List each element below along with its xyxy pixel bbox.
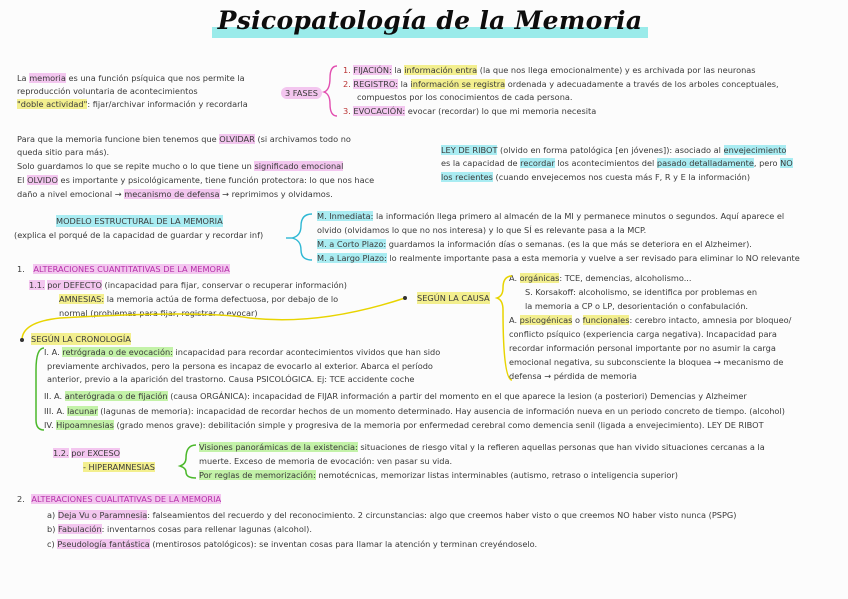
key: funcionales [582, 315, 630, 325]
modelo-item-mi-cont: olvido (olvidamos lo que no nos interesa) y lo que SÍ es relevante pasa a la MCP. [317, 225, 647, 235]
connector-dot [20, 338, 24, 342]
fases-brace [324, 66, 337, 116]
text: : inventarnos cosas para rellenar lagunas (alcohol). [101, 524, 312, 534]
text: II. A. [44, 391, 65, 401]
olvidar-line-2: queda sitio para más). [17, 147, 110, 157]
highlight: recordar [520, 158, 555, 168]
text: nemotécnicas, memorizar listas interminables (autismo, retraso o inteligencia superior) [315, 470, 678, 480]
highlight-doble-actividad: "doble actividad" [17, 99, 88, 109]
text: lo realmente importante pasa a esta memoria y vuelve a ser revisado para eliminar lo NO relevante [386, 253, 800, 263]
highlight: NO [780, 158, 793, 168]
key: Hipoamnesias [56, 420, 114, 430]
key: M. a Largo Plazo: [317, 253, 387, 263]
intro-line-2: reproducción voluntaria de acontecimientos [17, 86, 198, 96]
key: retrógrada o de evocación: [62, 347, 173, 357]
text: (la que nos llega emocionalmente) y es archivada por las neuronas [477, 65, 756, 75]
text: ordenada y adecuadamente a través de los arboles conceptuales, [505, 79, 779, 89]
text: : cerebro intacto, amnesia por bloqueo/ [629, 315, 792, 325]
crono-label: SEGÚN LA CRONOLOGÍA [31, 334, 131, 344]
modelo-brace [292, 214, 312, 260]
highlight-ley-ribot: LEY DE RIBOT [441, 145, 498, 155]
key: orgánicas [519, 273, 560, 283]
text: b) [47, 524, 58, 534]
text: A. [509, 315, 520, 325]
key: Por reglas de memorización: [199, 470, 316, 480]
text: evocar (recordar) lo que mi memoria necesita [405, 106, 597, 116]
highlight-olvido: OLVIDO [27, 175, 58, 185]
text: (olvido en forma patológica [en jóvenes]): asociado al [497, 145, 724, 155]
section-num: 2. [17, 494, 25, 504]
highlight: información se registra [410, 79, 506, 89]
crono-brace [36, 348, 44, 430]
causa-label: SEGÚN LA CAUSA [417, 293, 490, 303]
text: la [391, 65, 405, 75]
highlight-memoria: memoria [29, 73, 66, 83]
highlight-olvidar: OLVIDAR [219, 134, 255, 144]
text: : TCE, demencias, alcoholismo... [559, 273, 692, 283]
text: c) [47, 539, 58, 549]
section-title: ALTERACIONES CUALITATIVAS DE LA MEMORIA [31, 494, 222, 504]
amnesias-connector [22, 298, 405, 340]
text: o [572, 315, 583, 325]
key: Visiones panorámicas de la existencia: [199, 442, 358, 452]
highlight-envejecimiento: envejecimiento [723, 145, 787, 155]
highlight-significado: significado emocional [254, 161, 344, 171]
text: : falseamientos del recuerdo y del reconocimiento. 2 circunstancias: algo que creemos haber visto o que creemos NO haber visto nunca (PSPG) [147, 510, 737, 520]
section-title: ALTERACIONES CUANTITATIVAS DE LA MEMORIA [33, 264, 230, 274]
text: (causa ORGÁNICA): incapacidad de FIJAR información a partir del momento en el que aparece la lesion (a posteriori) Demencias y Alzheimer [167, 391, 747, 401]
fase-num: 2. [343, 79, 351, 89]
key: lacunar [67, 406, 98, 416]
key: Deja Vu o Paramnesia [57, 510, 148, 520]
key: psicogénicas [519, 315, 573, 325]
causa-cont-2: recordar información personal importante por no asumir la carga [509, 343, 776, 353]
text: Solo guardamos lo que se repite mucho o lo que tiene un [17, 161, 255, 171]
text: situaciones de riesgo vital y la refieren aquellas personas que han vivido situaciones cercanas a la [357, 442, 765, 452]
text: → reprimimos y olvidamos. [219, 189, 333, 199]
text: (incapacidad para fijar, conservar o recuperar información) [101, 280, 347, 290]
page-title: Psicopatología de la Memoria [217, 6, 643, 35]
text: guardamos la información días o semanas. (es la que más se deteriora en el Alzheimer). [386, 239, 752, 249]
text: los acontecimientos del [554, 158, 657, 168]
connector-dot [403, 296, 407, 300]
amnesias-line-2: normal (problemas para fijar, registrar o evocar) [59, 308, 258, 318]
fases-label: 3 FASES [281, 87, 322, 99]
text: La [17, 73, 30, 83]
text: es importante y psicológicamente, tiene función protectora: lo que nos hace [57, 175, 375, 185]
text: es la capacidad de [441, 158, 521, 168]
text: (cuando envejecemos nos cuesta más F, R y E la información) [492, 172, 751, 182]
text: incapacidad para recordar acontecimientos vividos que han sido [172, 347, 441, 357]
title: por DEFECTO [47, 280, 102, 290]
text: daño a nivel emocional → [17, 189, 125, 199]
modelo-label: MODELO ESTRUCTURAL DE LA MEMORIA [56, 216, 223, 226]
key: anterógrada o de fijación [64, 391, 168, 401]
causa-korsakoff-cont: la memoria a CP o LP, desorientación o confabulación. [525, 301, 748, 311]
text: (mentirosos patológicos): se inventan cosas para llamar la atención y terminan creyéndoselo. [149, 539, 538, 549]
text: a) [47, 510, 58, 520]
key: M. a Corto Plazo: [317, 239, 387, 249]
key: Fabulación [58, 524, 102, 534]
highlight: pasado detalladamente [656, 158, 754, 168]
key: M. Inmediata: [317, 211, 374, 221]
text: (grado menos grave): debilitación simple y progresiva de la memoria por enfermedad cerebral como demencia senil (ligada a envejecimiento). LEY DE RIBOT [113, 420, 764, 430]
title: por EXCESO [71, 448, 121, 458]
crono-i-cont-2: anterior, previo a la aparición del trastorno. Causa PSICOLÓGICA. Ej: TCE accidente coche [47, 374, 415, 384]
text: Para que la memoria funcione bien tenemos que [17, 134, 220, 144]
fase-name: EVOCACIÓN: [353, 106, 406, 116]
text: El [17, 175, 28, 185]
text: IV. [44, 420, 57, 430]
causa-cont-3: emocional negativa, su subconsciente la bloquea → mecanismo de [509, 357, 784, 367]
text: I. A. [44, 347, 63, 357]
text: la información llega primero al almacén de la MI y permanece minutos o segundos. Aquí aparece el [373, 211, 785, 221]
text: es una función psíquica que nos permite la [65, 73, 245, 83]
causa-cont-4: defensa → pérdida de memoria [509, 371, 637, 381]
text: A. [509, 273, 520, 283]
num: 1.2. [53, 448, 69, 458]
modelo-sub: (explica el porqué de la capacidad de guardar y recordar inf) [14, 230, 264, 240]
text: (si archivamos todo no [254, 134, 351, 144]
text: , pero [753, 158, 781, 168]
causa-brace [497, 276, 512, 380]
text: - HIPERAMNESIAS [83, 462, 155, 472]
key: AMNESIAS: [59, 294, 105, 304]
fase-num: 3. [343, 106, 351, 116]
text: : fijar/archivar información y recordarla [87, 99, 248, 109]
causa-korsakoff: S. Korsakoff: alcoholismo, se identifica por problemas en [525, 287, 758, 297]
text: la memoria actúa de forma defectuosa, por debajo de lo [104, 294, 339, 304]
exceso-visiones-cont: muerte. Exceso de memoria de evocación: ven pasar su vida. [199, 456, 453, 466]
text: la [398, 79, 411, 89]
key: Pseudología fantástica [57, 539, 150, 549]
text: (lagunas de memoria): incapacidad de recordar hechos de un momento determinado. Hay ausencia de información nueva en un periodo concreto de tiempo. (alcohol) [97, 406, 785, 416]
fase-name: REGISTRO: [353, 79, 398, 89]
fase-num: 1. [343, 65, 351, 75]
fase-name: FIJACIÓN: [353, 65, 392, 75]
fase-2-cont: compuestos por los conocimientos de cada persona. [357, 92, 573, 102]
section-num: 1. [17, 264, 25, 274]
highlight-mecanismo: mecanismo de defensa [124, 189, 220, 199]
exceso-brace [180, 445, 196, 478]
num: 1.1. [29, 280, 45, 290]
causa-cont-1: conflicto psíquico (experiencia carga negativa). Incapacidad para [509, 329, 777, 339]
highlight: información entra [404, 65, 478, 75]
highlight-los-recientes: los recientes [441, 172, 493, 182]
text: III. A. [44, 406, 68, 416]
crono-i-cont-1: previamente archivados, pero la persona es incapaz de evocarlo al exterior. Abarca el período [47, 361, 433, 371]
